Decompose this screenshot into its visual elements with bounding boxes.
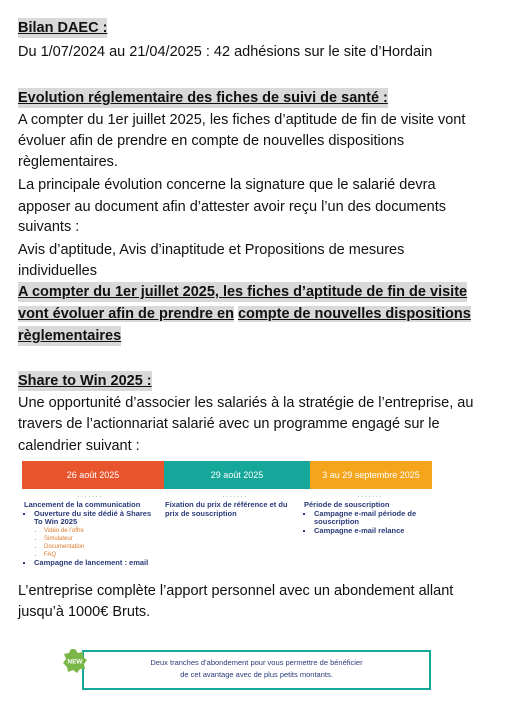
timeline-step-item: ▪ Campagne e-mail période de souscription — [314, 510, 432, 527]
timeline-step-2-details — [165, 501, 290, 518]
timeline-step-item: ▪ Campagne de lancement : email — [34, 559, 152, 568]
evolution-line: Avis d’aptitude, Avis d’inaptitude et Propositions de mesures — [18, 242, 405, 258]
timeline-step-2-date: 29 août 2025 — [164, 461, 310, 489]
timeline-sub-item: • FAQ — [44, 551, 152, 559]
bilan-title: Bilan DAEC : — [18, 20, 108, 36]
timeline-connector-icon: ······· — [357, 492, 383, 501]
timeline-sub-item: • Simulateur — [44, 535, 152, 543]
subscription-timeline — [22, 461, 434, 581]
evolution-highlight-line: A compter du 1er juillet 2025, les fiches d’aptitude de fin de visite — [18, 284, 468, 300]
evolution-highlight-line: règlementaires — [18, 328, 122, 344]
share-title: Share to Win 2025 : — [18, 373, 152, 389]
new-badge-label: NEW — [67, 658, 83, 666]
bilan-text: Du 1/07/2024 au 21/04/2025 : 42 adhésions sur le site d’Hordain — [18, 44, 433, 60]
evolution-line: suivants : — [18, 219, 80, 235]
timeline-step-item: ▪ Campagne e-mail relance — [314, 527, 432, 536]
timeline-sub-item: • Vidéo de l’offre — [44, 527, 152, 535]
timeline-step-1-date: 26 août 2025 — [22, 461, 164, 489]
evolution-line: règlementaires. — [18, 154, 118, 170]
evolution-highlight-segment: compte de nouvelles dispositions — [237, 306, 471, 322]
timeline-step-item: ▪ Ouverture du site dédié à Shares To Win 2025 — [34, 510, 152, 527]
evolution-line: évoluer afin de prendre en compte de nouvelles dispositions — [18, 133, 405, 149]
timeline-step-heading: Fixation du prix de référence et du prix de souscription — [165, 500, 288, 518]
banner-line: de cet avantage avec de plus petits montants. — [180, 670, 333, 679]
timeline-step-heading: Période de souscription — [304, 500, 390, 509]
evolution-line: La principale évolution concerne la signature que le salarié devra — [18, 177, 436, 193]
timeline-step-1-details — [24, 501, 152, 567]
closing-line: jusqu’à 1000€ Bruts. — [18, 604, 151, 620]
banner-line: Deux tranches d’abondement pour vous permettre de bénéficier — [150, 658, 363, 667]
evolution-title: Evolution réglementaire des fiches de suivi de santé : — [18, 90, 388, 106]
timeline-sub-item: • Documentation — [44, 543, 152, 551]
evolution-highlight-segment: vont évoluer afin de prendre en — [18, 306, 234, 322]
share-line: calendrier suivant : — [18, 438, 140, 454]
closing-line: L’entreprise complète l’apport personnel avec un abondement allant — [18, 583, 454, 599]
share-line: Une opportunité d’associer les salariés à la stratégie de l’entreprise, au — [18, 395, 474, 411]
timeline-step-3-details — [304, 501, 432, 535]
evolution-line: individuelles — [18, 263, 97, 279]
abondement-banner — [82, 650, 431, 690]
banner-text — [84, 657, 429, 681]
timeline-step-3-date: 3 au 29 septembre 2025 — [310, 461, 432, 489]
evolution-highlight-row — [18, 304, 471, 324]
timeline-connector-icon: ······· — [222, 492, 248, 501]
new-badge-icon — [62, 648, 88, 674]
evolution-line: A compter du 1er juillet 2025, les fiches d’aptitude de fin de visite vont — [18, 112, 466, 128]
evolution-line: apposer au document afin d’attester avoir reçu l’un des documents — [18, 199, 446, 215]
share-line: travers de l’actionnariat salarié avec un programme engagé sur le — [18, 416, 440, 432]
timeline-connector-icon: ······· — [77, 492, 103, 501]
timeline-step-heading: Lancement de la communication — [24, 500, 141, 509]
